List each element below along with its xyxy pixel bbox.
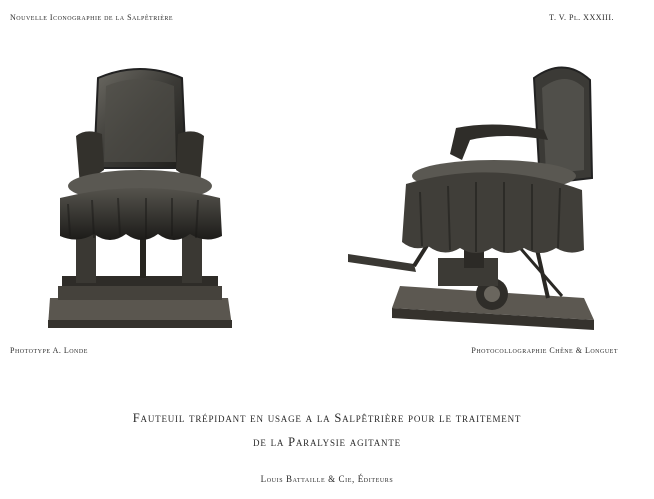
caption-line-2: de la Paralysie agitante [253, 435, 401, 449]
journal-header: Nouvelle Iconographie de la Salpêtrière [10, 13, 174, 22]
armchair-front-photo [46, 58, 234, 333]
plate-number: T. V. Pl. XXXIII. [549, 13, 614, 22]
caption-line-1: Fauteuil trépidant en usage a la Salpêtrière pour le traitement [132, 411, 522, 425]
printer-credit: Photocollographie Chêne & Longuet [471, 346, 618, 355]
publisher-imprint: Louis Battaille & Cie, Éditeurs [260, 474, 394, 484]
armchair-side-photo [344, 58, 600, 336]
photographer-credit: Phototype A. Londe [10, 346, 88, 355]
